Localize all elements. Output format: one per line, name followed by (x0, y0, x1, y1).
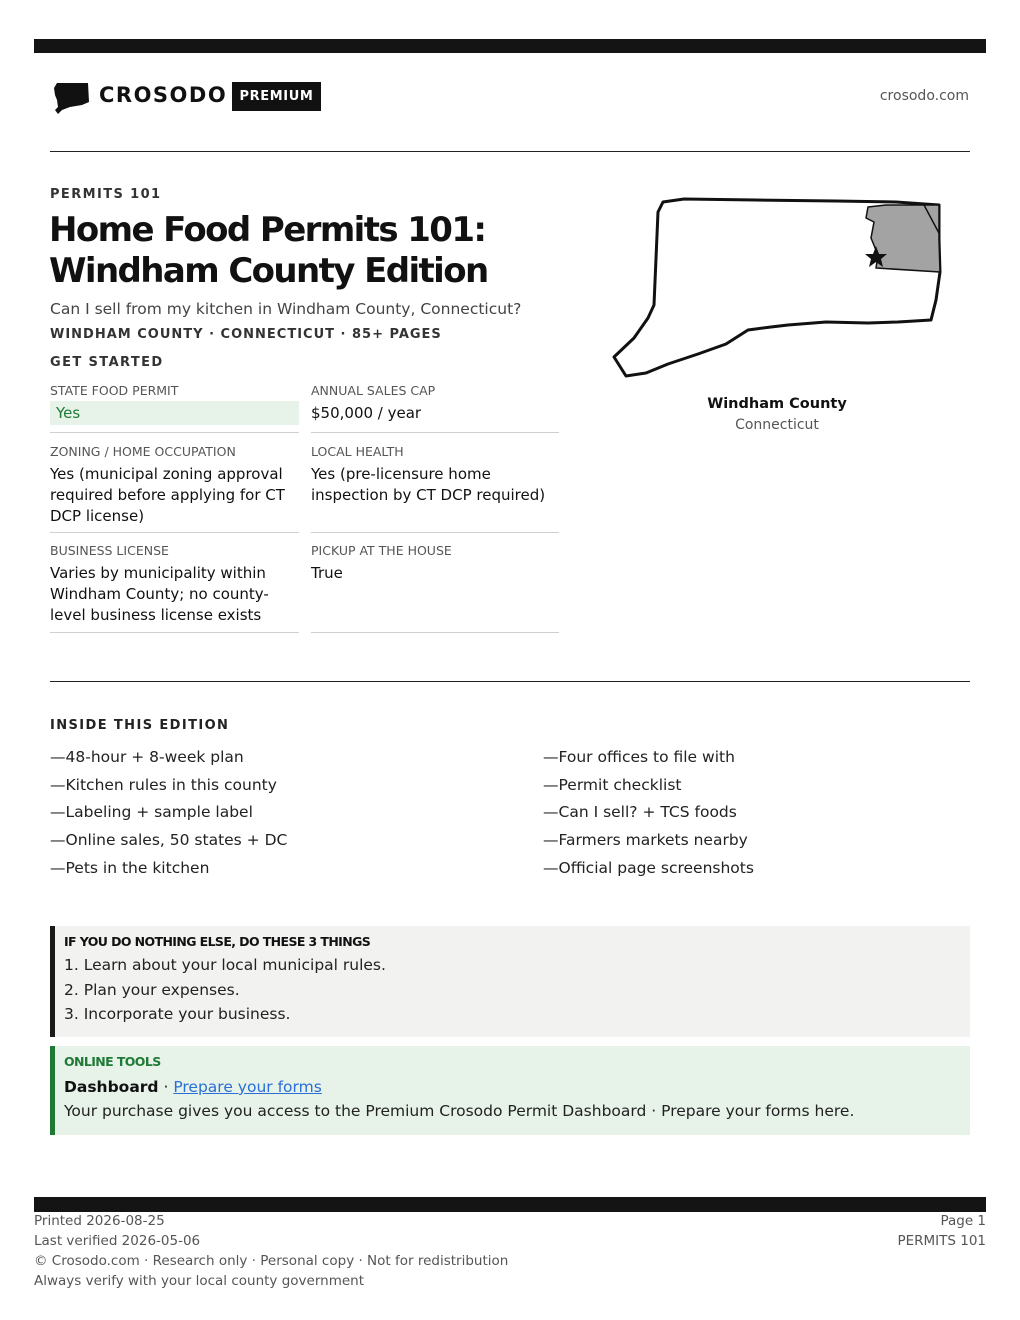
map-state-label: Connecticut (735, 417, 819, 433)
title-line-2: Windham County Edition (49, 251, 488, 291)
fact-value: Yes (pre-licensure home inspection by CT DCP required) (311, 465, 546, 504)
fact-zoning (50, 444, 299, 533)
bottom-bar (34, 1197, 986, 1212)
tools-description: Your purchase gives you access to the Premium Crosodo Permit Dashboard · Prepare your forms here. (64, 1102, 855, 1120)
list-item: —48-hour + 8-week plan (50, 748, 244, 766)
fact-pickup (311, 543, 559, 633)
subtitle: Can I sell from my kitchen in Windham County, Connecticut? (50, 300, 522, 318)
list-item: —Can I sell? + TCS foods (543, 803, 737, 822)
todo-heading: IF YOU DO NOTHING ELSE, DO THESE 3 THINGS (64, 934, 371, 949)
todo-callout (50, 926, 970, 1037)
fact-state-food-permit (50, 383, 299, 433)
map-county-label: Windham County (707, 396, 847, 412)
footer-left (34, 1211, 508, 1291)
copyright: © Crosodo.com · Research only · Personal copy · Not for redistribution (34, 1253, 509, 1269)
fact-label: ANNUAL SALES CAP (311, 383, 436, 398)
list-item: —Labeling + sample label (50, 803, 253, 822)
list-item: —Pets in the kitchen (50, 858, 210, 877)
section-name: PERMITS 101 (897, 1233, 986, 1249)
todo-item: 2. Plan your expenses. (64, 980, 240, 999)
list-item: —Permit checklist (543, 775, 682, 794)
connecticut-shape-icon (52, 80, 90, 114)
header (50, 78, 970, 118)
fact-business-license (50, 543, 299, 633)
fact-label: PICKUP AT THE HOUSE (311, 543, 452, 558)
fact-label: ZONING / HOME OCCUPATION (50, 444, 236, 459)
brand-name: CROSODO (99, 83, 228, 107)
fact-label: STATE FOOD PERMIT (50, 383, 179, 398)
fact-value-yes: Yes (50, 401, 299, 425)
fact-label: BUSINESS LICENSE (50, 543, 169, 558)
county-map (606, 190, 950, 390)
section-label-get-started: GET STARTED (50, 355, 164, 370)
footer-right (897, 1211, 986, 1251)
fact-label: LOCAL HEALTH (311, 444, 404, 459)
inside-heading: INSIDE THIS EDITION (50, 718, 230, 733)
fact-value: Varies by municipality within Windham County; no county-level business license exists (50, 564, 269, 624)
advice: Always verify with your local county government (34, 1273, 364, 1289)
title-line-1: Home Food Permits 101: (49, 210, 486, 250)
dashboard-line (64, 1076, 970, 1098)
list-item: —Four offices to file with (543, 748, 735, 766)
printed-date: Printed 2026-08-25 (34, 1213, 165, 1229)
fact-value: True (311, 564, 343, 582)
top-bar (34, 39, 986, 53)
verified-date: Last verified 2026-05-06 (34, 1233, 201, 1249)
page-number: Page 1 (940, 1213, 986, 1229)
separator: · (158, 1078, 174, 1096)
list-item: —Official page screenshots (543, 858, 754, 877)
dashboard-label: Dashboard (64, 1078, 159, 1096)
prepare-forms-link[interactable]: Prepare your forms (173, 1078, 322, 1096)
page-title (49, 210, 579, 292)
divider (50, 681, 970, 682)
fact-annual-sales-cap (311, 383, 559, 433)
list-item: —Kitchen rules in this county (50, 775, 277, 794)
todo-item: 1. Learn about your local municipal rules. (64, 956, 386, 974)
list-item: —Farmers markets nearby (543, 831, 748, 850)
fact-value: Yes (municipal zoning approval required before applying for CT DCP license) (50, 465, 285, 525)
tools-heading: ONLINE TOOLS (64, 1054, 161, 1069)
edition-meta: WINDHAM COUNTY · CONNECTICUT · 85+ PAGES (50, 327, 442, 342)
online-tools-callout (50, 1046, 970, 1135)
list-item: —Online sales, 50 states + DC (50, 831, 288, 850)
premium-badge: PREMIUM (232, 82, 321, 111)
fact-local-health (311, 444, 559, 533)
todo-list (64, 953, 970, 1027)
site-url[interactable]: crosodo.com (879, 88, 969, 104)
divider (50, 151, 970, 152)
fact-value: $50,000 / year (311, 404, 422, 422)
inside-list-right (543, 744, 963, 883)
inside-list-left (50, 744, 470, 883)
kicker: PERMITS 101 (50, 187, 162, 202)
todo-item: 3. Incorporate your business. (64, 1005, 291, 1023)
